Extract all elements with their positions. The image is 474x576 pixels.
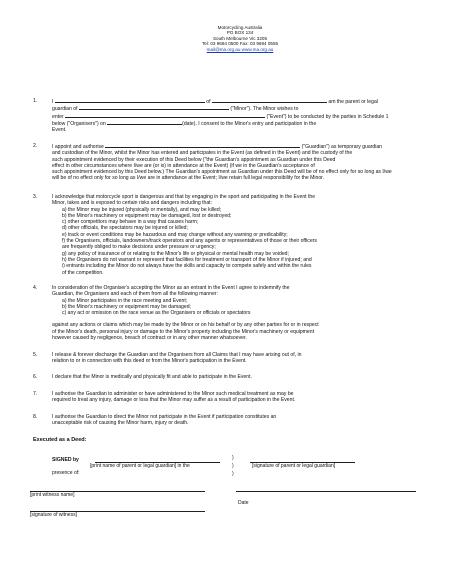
clause-text: I <box>52 99 54 105</box>
print-witness-caption: [print witness name] <box>30 492 75 498</box>
list-item: c) any act or omission on the race venue as the Organisers or officials or spectators <box>62 310 251 317</box>
brace: ) <box>232 463 234 469</box>
phone-fax: Tel: 03 9684 0500 Fax: 03 9684 0555 <box>201 41 279 47</box>
clause-text: Event. <box>52 127 67 134</box>
clause-text: guardian of <box>52 106 78 113</box>
list-item: d) other officials, the spectators may be injured or killed; <box>62 225 188 232</box>
clause-text: required to treat any injury, damage or loss that the Minor may suffer as a result of participation in the Event. <box>52 397 296 404</box>
clause-text: I authorise the Guardian to administer or have administered to the Minor such medical treatment as may be <box>52 391 294 397</box>
clause-text: Guardian, the Organisers and each of them from all the following manner: <box>52 291 218 298</box>
suburb: South Melbourne Vic 3205 <box>212 35 268 41</box>
clause-text: such appointment evidenced by this Deed below.) The Guardian's appointment as Guardian under this Deed will be of no effect only for so long as I/we <box>52 169 392 176</box>
email-web-link[interactable]: mail@ma.org.au www.ma.org.au <box>206 46 274 52</box>
presence-of-label: presence of: <box>52 470 80 476</box>
list-item: b) the Minor's machinery or equipment may be damaged; <box>62 303 191 310</box>
parent-name-field[interactable] <box>55 98 205 103</box>
clause-text: enter <box>52 113 64 120</box>
list-item: b) the Minor's machinery or equipment may be damaged, lost or destroyed; <box>62 212 232 219</box>
clause-text: will be of no effect only for so long as I/we are in attendance at the Event; I/we retain full legal responsibility for the Minor. <box>52 175 325 182</box>
signed-by-text: SIGNED by <box>52 457 79 463</box>
po-box: PO BOX 134 <box>226 30 254 36</box>
clause-text: In consideration of the Organiser's accepting the Minor as an entrant in the Event I agree to indemnify the <box>52 285 290 291</box>
list-item: f) the Organisers, officials, landowners/track operators and any agents or representatives of those or their officers <box>62 238 317 245</box>
clause-text: of the Minor's death, personal injury or damage to the Minor's property including the Minor's machinery or equipment <box>52 328 314 335</box>
clause-text: ("Minor"). The Minor wishes to <box>230 106 299 113</box>
witness-signature-caption: [signature of witness] <box>30 512 77 518</box>
list-item: c) other competitors may behave in a way that causes harm; <box>62 219 199 226</box>
clause-number: 3. <box>33 194 38 200</box>
clause-text: I declare that the Minor is medically and physically fit and able to participate in the Event. <box>52 374 252 380</box>
clause-number: 4. <box>33 285 38 291</box>
clause-text: ("Event") to be conducted by the parties in Schedule 1 <box>266 113 389 120</box>
clause-text: I release & forever discharge the Guardian and the Organisers from all Claims that I may have arising out of, in <box>52 352 302 358</box>
guardian-name-field[interactable] <box>105 143 300 148</box>
clause-text: unacceptable risk of causing the Minor harm, injury or death. <box>52 420 189 427</box>
clause-text: Minor, takes and is exposed to certain risks and dangers including that: <box>52 200 212 207</box>
brace: ) <box>232 455 234 461</box>
list-item: a) the Minor participates in the race meeting and Event; <box>62 297 188 304</box>
clause-number: 2. <box>33 143 38 149</box>
letterhead <box>190 25 290 52</box>
brace: ) <box>232 471 234 477</box>
event-name-field[interactable] <box>65 113 265 118</box>
clause-text: below ("Organisers") on <box>52 120 106 127</box>
clause-text: and custodian of the Minor, whilst the Minor has entered and participates in the Event (as defined in the Event) and the custody of the <box>52 150 353 157</box>
list-item: of the competition. <box>62 269 104 276</box>
parent-signature-caption: [signature of parent or legal guardian] <box>252 463 336 469</box>
clause-text: ("Guardian") as temporary guardian <box>301 144 383 150</box>
list-item: h) the Organisers do not warrant or represent that facilities for treatment or transport of the Minor if injured; and <box>62 256 312 263</box>
parent-address-field[interactable] <box>212 98 327 103</box>
clause-text: (date). I consent to the Minor's entry and participation in the <box>182 120 317 127</box>
clause-number: 1. <box>33 98 38 104</box>
executed-heading: Executed as a Deed: <box>33 437 87 443</box>
clause-text: such appointment evidenced by their execution of this Deed below ("the Guardian's appointment as Guardian under this Deed <box>52 156 336 163</box>
list-item: e) track or event conditions may be hazardous and may change without any warning or predicability; <box>62 231 288 238</box>
clause-number: 6. <box>33 374 38 380</box>
clause-text: effect in other circumstances where I/we are (or is) in attendance at the Event) (if we in the Guardian's acceptance of <box>52 162 315 169</box>
clause-text: relation to or in connection with this deed or from the Minor's participation in the Event. <box>52 358 247 365</box>
list-item: are frequently obliged to make decisions under pressure or urgency; <box>62 244 216 251</box>
minor-name-field[interactable] <box>79 105 229 110</box>
clause-text: however caused by negligence, breach of contract or in any other manner whatsoever. <box>52 335 247 342</box>
event-date-field[interactable] <box>107 120 182 125</box>
clause-text: am the parent or legal <box>328 99 378 105</box>
org-name: Motorcycling Australia <box>217 25 263 30</box>
clause-number: 8. <box>33 414 38 420</box>
clause-text: of <box>206 99 211 105</box>
clause-number: 5. <box>33 352 38 358</box>
print-parent-caption: [print name of parent or legal guardian] in the <box>90 463 190 469</box>
clause-text: I appoint and authorise <box>52 144 104 150</box>
clause-text: I authorise the Guardian to direct the Minor not participate in the Event if participation constitutes an <box>52 414 277 420</box>
list-item: g) any policy of insurance of or relating to the Minor's life or physical or mental health may be voided; <box>62 250 289 257</box>
clause-text: against any actions or claims which may be made by the Minor or on his behalf or by any other parties for or in respect <box>52 322 319 329</box>
signed-by-label <box>52 457 79 463</box>
date-line[interactable] <box>236 491 416 492</box>
list-item: a) the Minor may be injured (physically or mentally), and may be killed; <box>62 206 222 213</box>
list-item: i) entrants including the Minor do not always have the skills and capacity to compete safely and within the rules <box>62 263 312 270</box>
clause-number: 7. <box>33 391 38 397</box>
date-caption: Date <box>238 500 249 506</box>
clause-text: I acknowledge that motorcycle sport is dangerous and that by engaging in the sport and participating in the Event the <box>52 194 316 200</box>
